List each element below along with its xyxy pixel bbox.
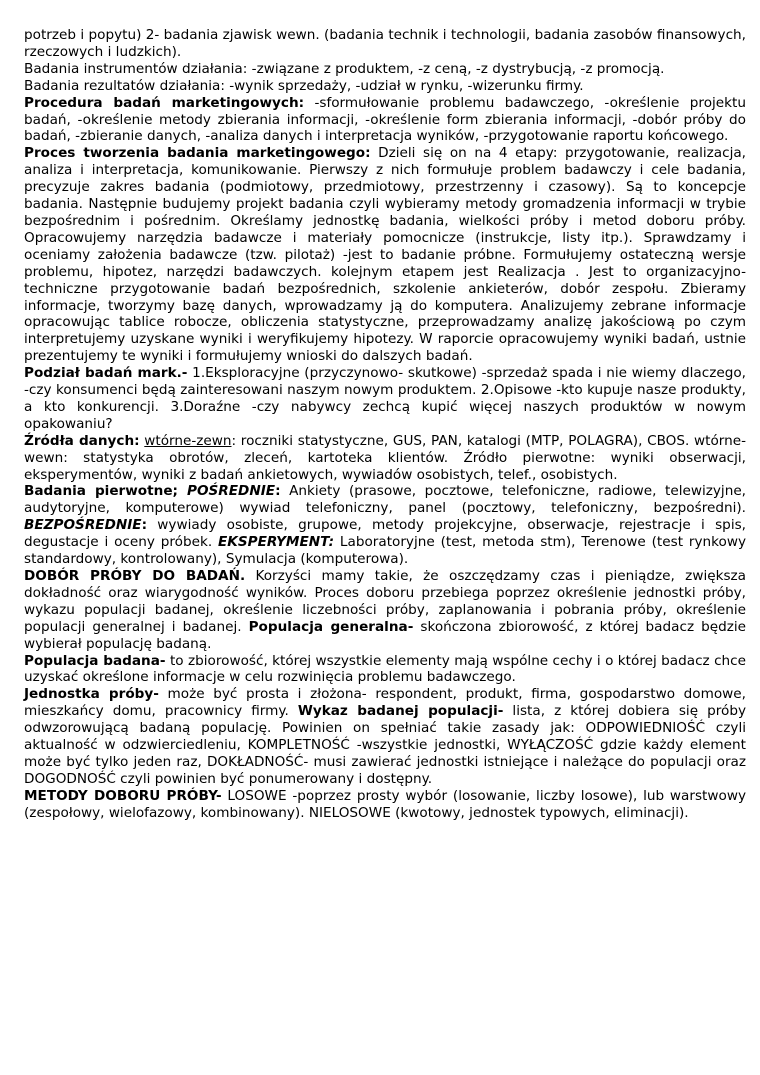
bold-italic-heading: BEZPOŚREDNIE xyxy=(24,517,142,534)
bold-italic-heading: EKSPERYMENT: xyxy=(218,534,335,551)
paragraph-procedura xyxy=(24,95,746,146)
text-run: wywiady osobiste, grupowe, metody projekcyjne, obserwacje, rejestracje i spis, degustacje i oceny próbek. xyxy=(24,517,746,551)
paragraph-zrodla xyxy=(24,433,746,484)
bold-heading: Procedura badań marketingowych: xyxy=(24,94,305,111)
paragraph-proces xyxy=(24,145,746,365)
document-body xyxy=(24,27,746,822)
text-run: LOSOWE -poprzez prosty wybór (losowanie, liczby losowe), lub warstwowy (zespołowy, wielofazowy, kombinowany). NIELOSOWE (kwotowy, jednostek typowych, eliminacji). xyxy=(24,787,746,821)
text-run: Laboratoryjne (test, metoda stm), Terenowe (test rynkowy standardowy, kontrolowany), Symulacja (komputerowa). xyxy=(24,534,746,568)
paragraph-dobor xyxy=(24,568,746,653)
underlined-term: wtórne-zewn xyxy=(144,432,232,449)
text-run: skończona zbiorowość, z której badacz będzie wybierał populację badaną. xyxy=(24,618,746,652)
bold-heading: Populacja badana- xyxy=(24,652,166,669)
text-run: to zbiorowość, której wszystkie elementy mają wspólne cechy i o której badacz chce uzyskać określone informacje w celu rozwinięcia problemu badawczego. xyxy=(24,652,747,686)
bold-heading: : xyxy=(275,483,281,500)
paragraph-rezultatow xyxy=(24,78,746,95)
paragraph-podzial xyxy=(24,365,746,433)
bold-heading: : xyxy=(141,517,148,534)
text-run: Ankiety (prasowe, pocztowe, telefoniczne, radiowe, telewizyjne, audytoryjne, komputerowe) wywiad telefoniczny, panel (pocztowy, telefoniczny, bezpośredni). xyxy=(24,483,746,517)
paragraph-populacja-badana xyxy=(24,653,746,687)
bold-heading: Wykaz badanej populacji- xyxy=(297,703,504,720)
text-run: 1.Eksploracyjne (przyczynowo- skutkowe) -sprzedaż spada i nie wiemy dlaczego, -czy konsumenci będą zainteresowani naszym nowym produktem. 2.Opisowe -kto kupuje nasze produkty, a kto konkurencji. 3.Doraźne -czy nabywcy zechcą kupić więcej naszych produktów w nowym opakowaniu? xyxy=(24,365,746,432)
text-run: może być prosta i złożona- respondent, produkt, firma, gospodarstwo domowe, mieszkańcy domu, pracownicy firmy. xyxy=(24,686,746,720)
text-run: potrzeb i popytu) 2- badania zjawisk wewn. (badania technik i technologii, badania zasobów finansowych, rzeczowych i ludzkich). xyxy=(24,27,746,60)
bold-heading: Badania pierwotne; xyxy=(24,483,187,500)
text-run: : roczniki statystyczne, GUS, PAN, katalogi (MTP, POLAGRA), CBOS. wtórne-wewn: statystyka obrotów, zleceń, kartoteka klientów. Źródło pierwotne: wyniki obserwacji, eksperymentów, wyniki z badań ankietowych, wywiadów osobistych, telef., osobistych. xyxy=(24,432,746,483)
text-run: Dzieli się on na 4 etapy: przygotowanie, realizacja, analiza i interpretacja, komunikowanie. Pierwszy z nich formułuje problem badawczy i cele badania, precyzuje zakres badania (podmiotowy, przedmiotowy, przestrzenny i czasowy). Są to koncepcje badania. Następnie budujemy projekt badania czyli wybieramy metody gromadzenia informacji w trybie bezpośrednim i pośrednim. Określamy jednostkę badania, wielkości próby i metod doboru próby. Opracowujemy narzędzia badawcze i materiały pomocnicze (instrukcje, listy itp.). Sprawdzamy i oceniamy założenia badawcze (tzw. pilotaż) -jest to badanie próbne. Formułujemy ostateczną wersje problemu, hipotez, narzędzi badawczych. kolejnym etapem jest Realizacja . Jest to organizacyjno-techniczne przygotowanie badań bezpośrednich, szkolenie ankieterów, dobór zespołu. Zbieramy informacje, tworzymy bazę danych, wprowadzamy ją do komputera. Analizujemy zebrane informacje opracowując tablice robocze, obliczenia statystyczne, przeprowadzamy analizę jakościową po czym interpretujemy uzyskane wyniki i weryfikujemy hipotezy. W raporcie opracowujemy wyniki badań, ustnie prezentujemy te wyniki i formułujemy wnioski do dalszych badań. xyxy=(24,145,746,365)
text-run: Badania instrumentów działania: -związane z produktem, -z ceną, -z dystrybucją, -z promocją. xyxy=(24,60,665,77)
paragraph-metody xyxy=(24,788,746,822)
bold-heading: Populacja generalna- xyxy=(248,618,414,635)
bold-heading: Źródła danych: xyxy=(24,432,140,449)
paragraph-potrzeb xyxy=(24,27,746,61)
bold-heading: Jednostka próby- xyxy=(24,686,159,703)
paragraph-jednostka xyxy=(24,686,746,787)
text-run: Badania rezultatów działania: -wynik sprzedaży, -udział w rynku, -wizerunku firmy. xyxy=(24,77,584,94)
text-run: Korzyści mamy takie, że oszczędzamy czas i pieniądze, zwiększa dokładność oraz wiarygodność wyników. Proces doboru przebiega poprzez określenie jednostki próby, wykazu populacji badanej, określenie liczebności próby, zaplanowania i pobrania próby, określenie populacji generalnej i badanej. xyxy=(24,568,747,635)
bold-heading: Proces tworzenia badania marketingowego: xyxy=(24,145,371,162)
bold-heading: Podział badań mark.- xyxy=(24,365,188,382)
bold-heading: METODY DOBORU PRÓBY- xyxy=(24,787,222,804)
bold-italic-heading: POŚREDNIE xyxy=(186,483,276,500)
paragraph-pierwotne xyxy=(24,483,746,568)
bold-heading: DOBÓR PRÓBY DO BADAŃ. xyxy=(24,568,246,584)
text-run: -sformułowanie problemu badawczego, -określenie projektu badań, -określenie metody zbierania informacji, -określenie form zbierania informacji, -dobór próby do badań, -zbieranie danych, -analiza danych i interpretacja wyników, -przygotowanie raportu końcowego. xyxy=(24,94,746,145)
paragraph-instrumentow xyxy=(24,61,746,78)
text-run: lista, z której dobiera się próby odwzorowującą badaną populację. Powinien on spełniać takie zasady jak: ODPOWIEDNIOŚĆ czyli aktualność w odzwierciedleniu, KOMPLETNOŚĆ -wszystkie jednostki, WYŁĄCZOŚĆ gdzie każdy element może być tylko jeden raz, DOKŁADNOŚĆ- musi zawierać jednostki istniejące i należące do populacji oraz DOGODNOŚĆ czyli powinien być ponumerowany i dostępny. xyxy=(24,703,746,787)
